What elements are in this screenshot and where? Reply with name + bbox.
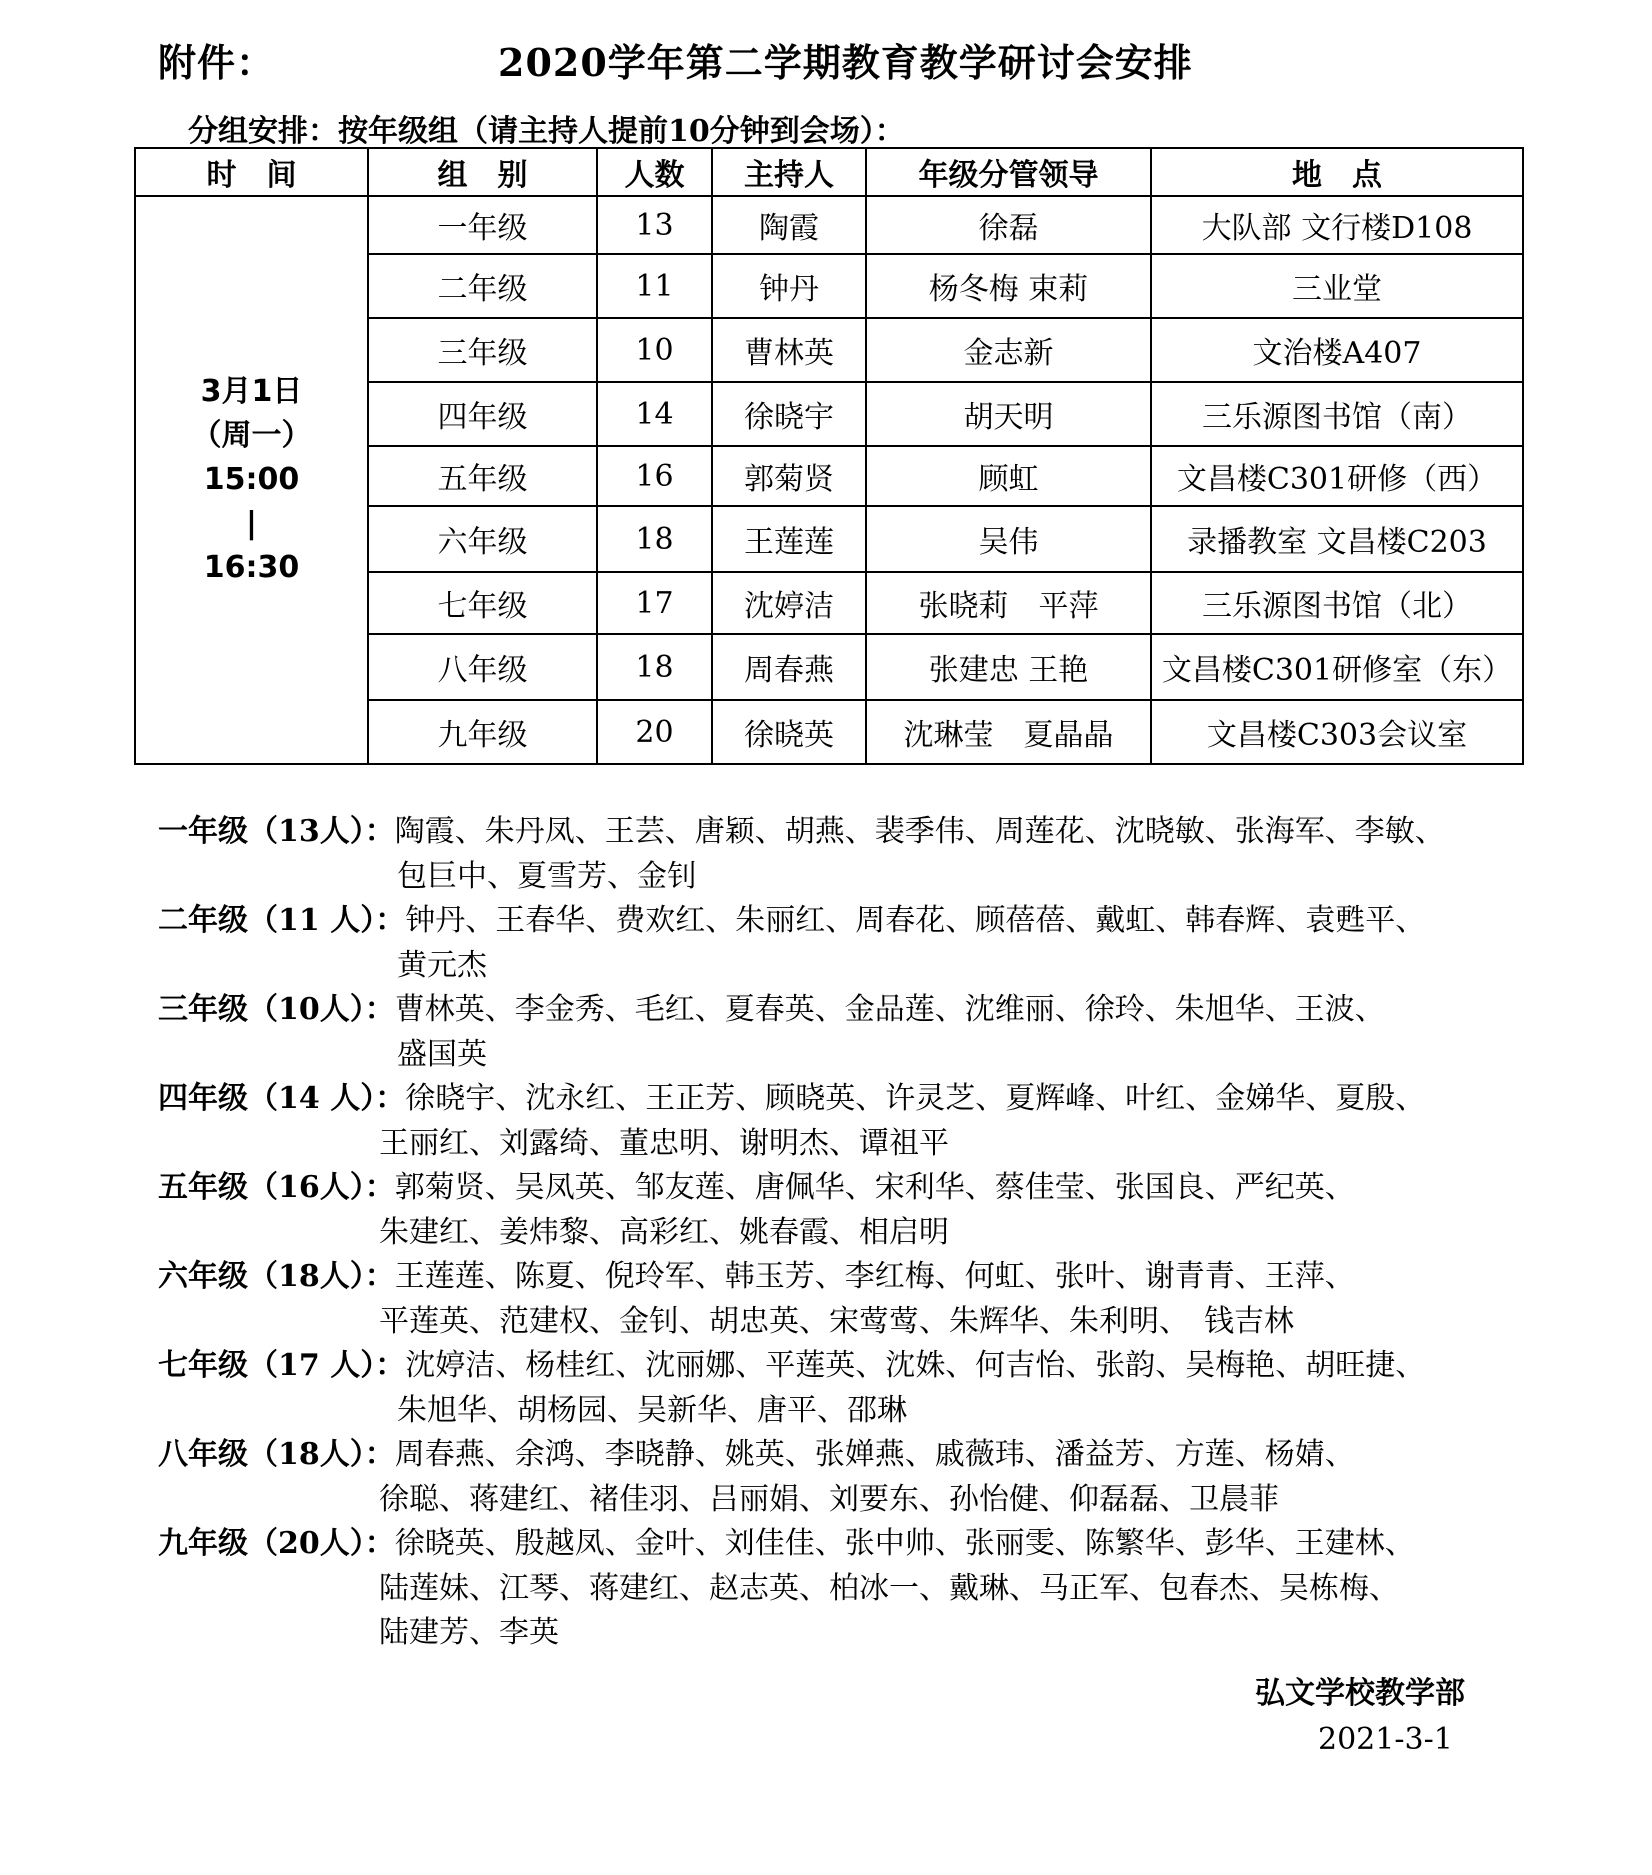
roster-names: 周春燕、余鸿、李晓静、姚英、张婵燕、戚薇玮、潘益芳、方莲、杨婧、 [394,1437,1355,1472]
cell-group: 六年级 [368,506,597,572]
cell-location: 三业堂 [1151,254,1523,318]
cell-leader: 吴伟 [866,506,1151,572]
cell-group: 五年级 [368,446,597,506]
roster-grade-label: 九年级（20人）： [158,1526,395,1561]
cell-leader: 张建忠 王艳 [866,634,1151,700]
cell-leader: 张晓莉 平萍 [866,572,1151,634]
cell-count: 10 [597,318,712,382]
roster-entry [158,1522,1498,1656]
cell-host: 徐晓宇 [712,382,866,446]
roster-entry [158,1077,1498,1166]
cell-host: 陶霞 [712,196,866,254]
cell-leader: 徐磊 [866,196,1151,254]
roster-names: 沈婷洁、杨桂红、沈丽娜、平莲英、沈姝、何吉怡、张韵、吴梅艳、胡旺捷、 [405,1348,1426,1383]
cell-leader: 胡天明 [866,382,1151,446]
time-line: | [246,506,257,541]
cell-group: 九年级 [368,700,597,764]
cell-count: 18 [597,634,712,700]
roster-grade-label: 一年级（13人）： [158,814,395,849]
cell-host: 沈婷洁 [712,572,866,634]
participant-roster [158,810,1498,1656]
cell-leader: 金志新 [866,318,1151,382]
header-location: 地 点 [1151,148,1523,196]
roster-names-continued: 朱旭华、胡杨园、吴新华、唐平、邵琳 [397,1392,907,1428]
time-line: 16:30 [203,550,300,585]
roster-entry [158,1166,1498,1255]
cell-group: 八年级 [368,634,597,700]
cell-leader: 杨冬梅 束莉 [866,254,1151,318]
cell-group: 一年级 [368,196,597,254]
time-line: （周一） [191,418,312,453]
cell-location: 文昌楼C301研修室（东） [1151,634,1523,700]
roster-grade-label: 五年级（16人）： [158,1170,395,1205]
cell-count: 13 [597,196,712,254]
roster-grade-label: 三年级（10人）： [158,992,395,1027]
cell-host: 王莲莲 [712,506,866,572]
cell-leader: 顾虹 [866,446,1151,506]
attachment-label: 附件： [158,40,276,85]
roster-names-continued: 王丽红、刘露绮、董忠明、谢明杰、谭祖平 [379,1125,949,1161]
header-leader: 年级分管领导 [866,148,1151,196]
time-line: 15:00 [203,462,300,497]
roster-grade-label: 六年级（18人）： [158,1259,395,1294]
roster-grade-label: 八年级（18人）： [158,1437,395,1472]
roster-names-continued: 陆莲妹、江琴、蒋建红、赵志英、柏冰一、戴琳、马正军、包春杰、吴栋梅、 [379,1570,1399,1606]
roster-names-continued: 朱建红、姜炜黎、高彩红、姚春霞、相启明 [379,1214,949,1250]
cell-count: 18 [597,506,712,572]
roster-names: 徐晓宇、沈永红、王正芳、顾晓英、许灵芝、夏辉峰、叶红、金娣华、夏殷、 [405,1081,1426,1116]
roster-names: 曹林英、李金秀、毛红、夏春英、金品莲、沈维丽、徐玲、朱旭华、王波、 [394,992,1385,1027]
cell-location: 文治楼A407 [1151,318,1523,382]
cell-location: 三乐源图书馆（北） [1151,572,1523,634]
cell-host: 曹林英 [712,318,866,382]
roster-names-continued: 陆建芳、李英 [379,1615,559,1650]
roster-grade-label: 四年级（14 人）： [158,1081,406,1116]
roster-entry [158,810,1498,899]
cell-host: 郭菊贤 [712,446,866,506]
roster-names-continued: 包巨中、夏雪芳、金钊 [397,858,697,894]
roster-names-continued: 平莲英、范建权、金钊、胡忠英、宋莺莺、朱辉华、朱利明、 钱吉林 [379,1303,1294,1339]
roster-entry [158,988,1498,1077]
cell-location: 文昌楼C301研修（西） [1151,446,1523,506]
time-cell [135,196,368,764]
cell-count: 17 [597,572,712,634]
roster-entry [158,1433,1498,1522]
cell-location: 三乐源图书馆（南） [1151,382,1523,446]
roster-names-continued: 盛国英 [397,1036,487,1072]
header-count: 人数 [597,148,712,196]
cell-count: 14 [597,382,712,446]
header-time: 时 间 [135,148,368,196]
cell-location: 文昌楼C303会议室 [1151,700,1523,764]
roster-grade-label: 二年级（11 人）： [158,903,406,938]
cell-group: 七年级 [368,572,597,634]
roster-grade-label: 七年级（17 人）： [158,1348,406,1383]
roster-entry [158,1344,1498,1433]
roster-names: 郭菊贤、吴凤英、邹友莲、唐佩华、宋利华、蔡佳莹、张国良、严纪英、 [394,1170,1355,1205]
cell-count: 20 [597,700,712,764]
cell-location: 录播教室 文昌楼C203 [1151,506,1523,572]
table-row [135,196,1523,254]
table-header-row [135,148,1523,196]
roster-names: 徐晓英、殷越凤、金叶、刘佳佳、张中帅、张丽雯、陈繁华、彭华、王建林、 [394,1526,1415,1561]
cell-group: 三年级 [368,318,597,382]
cell-group: 二年级 [368,254,597,318]
cell-host: 周春燕 [712,634,866,700]
schedule-table [134,147,1524,765]
header-host: 主持人 [712,148,866,196]
header-group: 组 别 [368,148,597,196]
document-title: 2020学年第二学期教育教学研讨会安排 [498,40,1193,85]
roster-names-continued: 黄元杰 [397,947,487,983]
issuing-department: 弘文学校教学部 [1255,1676,1465,1711]
roster-names: 陶霞、朱丹凤、王芸、唐颖、胡燕、裴季伟、周莲花、沈晓敏、张海军、李敏、 [394,814,1445,849]
roster-names: 王莲莲、陈夏、倪玲军、韩玉芳、李红梅、何虹、张叶、谢青青、王萍、 [394,1259,1355,1294]
cell-leader: 沈琳莹 夏晶晶 [866,700,1151,764]
cell-host: 钟丹 [712,254,866,318]
roster-names: 钟丹、王春华、费欢红、朱丽红、周春花、顾蓓蓓、戴虹、韩春辉、袁甦平、 [405,903,1426,938]
issue-date: 2021-3-1 [1318,1722,1453,1757]
roster-names-continued: 徐聪、蒋建红、褚佳羽、吕丽娟、刘要东、孙怡健、仰磊磊、卫晨菲 [379,1481,1279,1517]
roster-entry [158,899,1498,988]
cell-group: 四年级 [368,382,597,446]
cell-location: 大队部 文行楼D108 [1151,196,1523,254]
cell-count: 11 [597,254,712,318]
cell-host: 徐晓英 [712,700,866,764]
time-line: 3月1日 [200,374,303,409]
group-arrangement-note: 分组安排：按年级组（请主持人提前10分钟到会场）： [188,114,905,149]
cell-count: 16 [597,446,712,506]
roster-entry [158,1255,1498,1344]
